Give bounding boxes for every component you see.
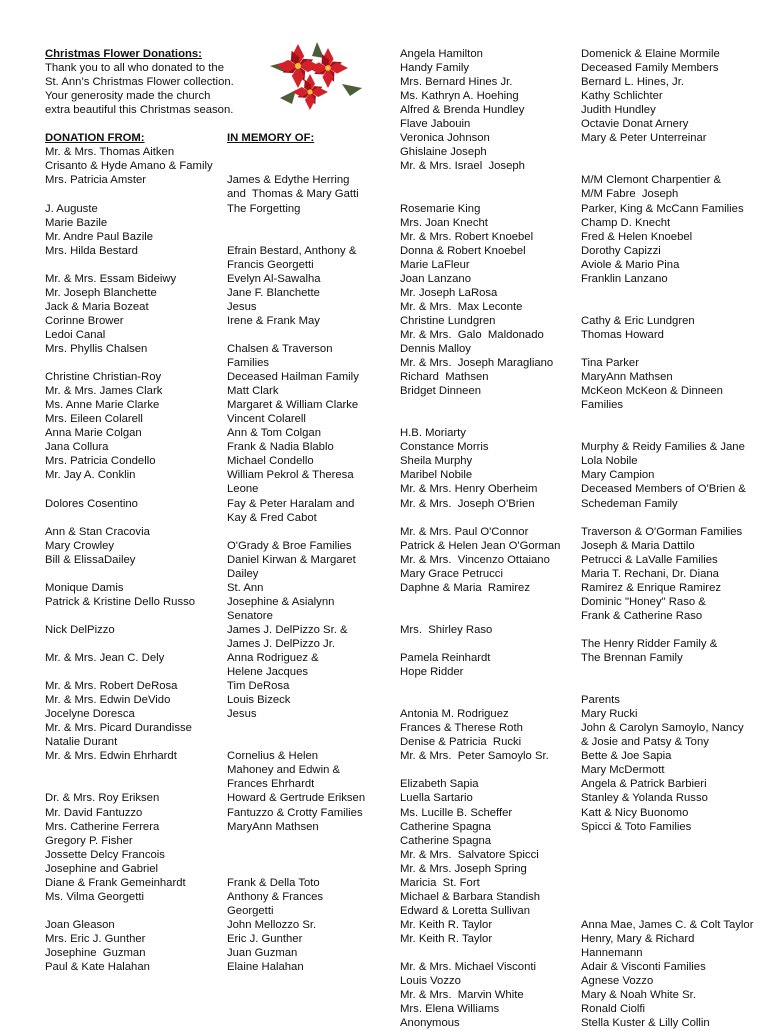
text-line: Stanley & Yolanda Russo (581, 792, 708, 805)
text-line: Natalie Durant (45, 736, 118, 749)
text-line: Bernard L. Hines, Jr. (581, 76, 684, 89)
donation-from-column (45, 47, 234, 974)
text-line: Catherine Spagna (400, 820, 492, 833)
text-line: H.B. Moriarty (400, 427, 466, 440)
text-line: extra beautiful this Christmas season. (45, 104, 234, 117)
text-line: MaryAnn Mathsen (581, 371, 673, 384)
text-line: Mr. & Mrs. Paul O'Connor (400, 525, 529, 538)
text-line: Michael Condello (227, 455, 314, 468)
text-line: Chalsen & Traverson (227, 342, 333, 355)
text-line: Christine Christian-Roy (45, 371, 162, 384)
text-line: Fay & Peter Haralam and (227, 497, 355, 510)
text-line: Christine Lundgren (400, 314, 496, 327)
text-line: Mr. & Mrs. Robert Knoebel (400, 230, 534, 243)
text-line: Mr. & Mrs. Galo Maldonado (400, 328, 544, 341)
text-line: Pamela Reinhardt (400, 652, 491, 665)
text-line: Jane F. Blanchette (227, 286, 320, 299)
blank-line (581, 300, 761, 314)
text-line: Hannemann (581, 947, 643, 959)
text-line: Nick DelPizzo (45, 623, 115, 636)
text-line: Georgetti (227, 904, 274, 917)
text-line: Monique Damis (45, 581, 124, 594)
text-line: Bette & Joe Sapia (581, 750, 672, 763)
text-line: Frank & Catherine Raso (581, 609, 703, 622)
text-line: Mr. & Mrs. Robert DeRosa (45, 680, 178, 693)
blank-line (400, 679, 578, 693)
blank-line (45, 763, 225, 777)
text-line: Mr. & Mrs. Thomas Aitken (45, 146, 175, 159)
text-line: James & Edythe Herring (227, 174, 350, 187)
blank-line (581, 412, 761, 426)
blank-line (400, 173, 578, 187)
text-line: Jack & Maria Bozeat (45, 300, 149, 313)
text-line: Rosemarie King (400, 202, 481, 215)
text-line: Deceased Family Members (581, 62, 719, 75)
text-line: Mr. & Mrs. Joseph Spring (400, 862, 527, 875)
text-line: Bill & ElissaDailey (45, 553, 136, 566)
text-line: Mr. & Mrs. Max Leconte (400, 300, 523, 313)
text-line: Mr. & Mrs. Edwin DeVido (45, 694, 171, 707)
blank-line (581, 623, 761, 637)
text-line: Mary McDermott (581, 764, 665, 777)
text-line: Families (581, 399, 624, 412)
text-line: Louis Bizeck (227, 694, 291, 707)
text-line: Angela & Patrick Barbieri (581, 778, 707, 791)
text-line: Mr. Andre Paul Bazile (45, 230, 154, 243)
text-line: Antonia M. Rodriguez (400, 708, 509, 721)
blank-line (45, 777, 225, 791)
text-line: McKeon McKeon & Dinneen (581, 385, 723, 398)
text-line: Crisanto & Hyde Amano & Family (45, 160, 213, 173)
blank-line (227, 159, 392, 173)
text-line: Deceased Hailman Family (227, 371, 359, 384)
text-line: Mrs. Elena Williams (400, 1003, 500, 1016)
text-line: Champ D. Knecht (581, 216, 671, 229)
text-line: Thank you to all who donated to the (45, 62, 224, 75)
blank-line (227, 216, 392, 230)
text-line: Mary Rucki (581, 708, 638, 721)
text-line: Families (227, 357, 270, 370)
blank-line (581, 904, 761, 918)
blank-line (227, 834, 392, 848)
text-line: James J. DelPizzo Jr. (227, 637, 335, 650)
text-line: Daphne & Maria Ramirez (400, 581, 530, 594)
text-line: Mrs. Joan Knecht (400, 216, 488, 229)
blank-line (581, 862, 761, 876)
text-line: Alfred & Brenda Hundley (400, 104, 525, 117)
blank-line (400, 511, 578, 525)
text-line: Jesus (227, 708, 257, 721)
text-line: M/M Clemont Charpentier & (581, 174, 722, 187)
donation-from-column-2 (400, 47, 578, 1030)
text-line: Parker, King & McCann Families (581, 202, 744, 215)
text-line: Traverson & O'Gorman Families (581, 525, 743, 538)
text-line: Ms. Kathryn A. Hoehing (400, 90, 519, 103)
text-line: M/M Fabre Joseph (581, 188, 679, 201)
blank-line (400, 946, 578, 960)
blank-line (45, 904, 225, 918)
text-line: Joseph & Maria Dattilo (581, 539, 695, 552)
blank-line (400, 398, 578, 412)
text-line: Mr. Keith R. Taylor (400, 918, 493, 931)
text-line: Cathy & Eric Lundgren (581, 314, 695, 327)
text-line: Hope Ridder (400, 666, 464, 679)
text-line: Deceased Members of O'Brien & (581, 483, 746, 496)
text-line: Senatore (227, 609, 273, 622)
text-line: Mr. & Mrs. Essam Bideiwy (45, 272, 177, 285)
text-line: Tim DeRosa (227, 680, 290, 693)
text-line: Mr. & Mrs. Edwin Ehrhardt (45, 750, 177, 763)
text-line: Maria T. Rechani, Dr. Diana (581, 567, 719, 580)
text-line: Patrick & Helen Jean O'Gorman (400, 539, 561, 552)
text-line: Mrs. Patricia Amster (45, 174, 147, 187)
text-line: Daniel Kirwan & Margaret (227, 553, 356, 566)
text-line: Lola Nobile (581, 455, 638, 468)
text-line: Ms. Lucille B. Scheffer (400, 806, 513, 819)
text-line: Mr. & Mrs. Peter Samoylo Sr. (400, 750, 549, 763)
text-line: Mr. David Fantuzzo (45, 806, 143, 819)
text-line: Frances & Therese Roth (400, 722, 523, 735)
blank-line (227, 735, 392, 749)
blank-line (581, 848, 761, 862)
text-line: Mary & Peter Unterreinar (581, 132, 707, 145)
text-line: Paul & Kate Halahan (45, 961, 150, 974)
text-line: Mr. & Mrs. Joseph O'Brien (400, 497, 535, 510)
text-line: Mr. & Mrs. Israel Joseph (400, 160, 525, 173)
text-line: Frank & Nadia Blablo (227, 441, 334, 454)
text-line: Mary & Noah White Sr. (581, 989, 696, 1002)
text-line: MaryAnn Mathsen (227, 820, 319, 833)
text-line: Dolores Cosentino (45, 497, 138, 510)
text-line: Dennis Malloy (400, 342, 471, 355)
text-line: Dr. & Mrs. Roy Eriksen (45, 792, 160, 805)
text-line: Ghislaine Joseph (400, 146, 487, 159)
text-line: Mahoney and Edwin & (227, 764, 341, 777)
text-line: Ms. Anne Marie Clarke (45, 399, 160, 412)
text-line: Frances Ehrhardt (227, 778, 315, 791)
text-line: Domenick & Elaine Mormile (581, 48, 720, 60)
text-line: Anna Marie Colgan (45, 427, 142, 440)
text-line: The Forgetting (227, 202, 301, 215)
text-line: Margaret & William Clarke (227, 399, 359, 412)
text-line: Ann & Stan Cracovia (45, 525, 150, 538)
text-line: Luella Sartario (400, 792, 473, 805)
text-line: Helene Jacques (227, 666, 309, 679)
text-line: John Mellozzo Sr. (227, 918, 317, 931)
text-line: Mr. Keith R. Taylor (400, 932, 493, 945)
blank-line (227, 230, 392, 244)
blank-line (581, 286, 761, 300)
text-line: Marie Bazile (45, 216, 108, 229)
text-line: Louis Vozzo (400, 975, 461, 988)
text-line: Mr. & Mrs. Marvin White (400, 989, 524, 1002)
text-line: O'Grady & Broe Families (227, 539, 352, 552)
text-line: Jesus (227, 300, 257, 313)
text-line: Jossette Delcy Francois (45, 848, 165, 861)
text-line: Ledoi Canal (45, 328, 106, 341)
text-line: Marie LaFleur (400, 258, 470, 271)
text-line: Anthony & Frances (227, 890, 324, 903)
text-line: The Henry Ridder Family & (581, 637, 718, 650)
text-line: Josephine & Asialynn (227, 595, 335, 608)
blank-line (45, 511, 225, 525)
blank-line (45, 609, 225, 623)
text-line: The Brennan Family (581, 652, 683, 665)
text-line: Mary Campion (581, 469, 655, 482)
blank-line (581, 159, 761, 173)
blank-line (45, 117, 225, 131)
text-line: Dominic "Honey" Raso & (581, 595, 706, 608)
text-line: Bridget Dinneen (400, 385, 482, 398)
blank-line (581, 834, 761, 848)
text-line: Judith Hundley (581, 104, 656, 117)
text-line: Edward & Loretta Sullivan (400, 904, 530, 917)
text-line: Handy Family (400, 62, 470, 75)
text-line: Maricia St. Fort (400, 876, 480, 889)
text-line: Mr. Joseph Blanchette (45, 286, 157, 299)
text-line: St. Ann’s Christmas Flower collection. (45, 76, 234, 89)
text-line: Mr. & Mrs. Michael Visconti (400, 961, 537, 974)
text-line: Elaine Halahan (227, 961, 304, 974)
text-line: Josephine and Gabriel (45, 862, 159, 875)
text-line: Schedeman Family (581, 497, 678, 510)
blank-line (581, 679, 761, 693)
text-line: Kay & Fred Cabot (227, 511, 317, 524)
in-memory-of-column (227, 47, 392, 974)
text-line: Elizabeth Sapia (400, 778, 479, 791)
text-line: Jocelyne Doresca (45, 708, 135, 721)
blank-line (581, 665, 761, 679)
text-line: Frank & Della Toto (227, 876, 320, 889)
in-memory-of-column-2 (581, 47, 761, 1030)
blank-line (45, 356, 225, 370)
text-line: Spicci & Toto Families (581, 820, 692, 833)
text-line: John & Carolyn Samoylo, Nancy (581, 722, 744, 735)
blank-line (581, 426, 761, 440)
blank-line (400, 187, 578, 201)
text-line: Mr. & Mrs. Vincenzo Ottaiano (400, 553, 550, 566)
text-line: Maribel Nobile (400, 469, 473, 482)
text-line: William Pekrol & Theresa (227, 469, 354, 482)
text-line: Francis Georgetti (227, 258, 314, 271)
blank-line (581, 890, 761, 904)
text-line: Your generosity made the church (45, 90, 211, 103)
text-line: Ronald Ciolfi (581, 1003, 646, 1016)
text-line: Mrs. Eric J. Gunther (45, 932, 146, 945)
text-line: Mrs. Catherine Ferrera (45, 820, 160, 833)
blank-line (227, 848, 392, 862)
text-line: James J. DelPizzo Sr. & (227, 623, 348, 636)
blank-line (581, 145, 761, 159)
blank-line (227, 862, 392, 876)
blank-line (400, 412, 578, 426)
text-line: Mary Grace Petrucci (400, 567, 503, 580)
blank-line (45, 567, 225, 581)
text-line: Donna & Robert Knoebel (400, 244, 526, 257)
text-line: Dailey (227, 567, 259, 580)
text-line: Anna Mae, James C. & Colt Taylor (581, 918, 754, 931)
text-line: Fantuzzo & Crotty Families (227, 806, 363, 819)
text-line: Mr. & Mrs. James Clark (45, 385, 163, 398)
text-line: Irene & Frank May (227, 314, 320, 327)
text-line: Mrs. Patricia Condello (45, 455, 156, 468)
text-line: Mr. & Mrs. Picard Durandisse (45, 722, 192, 735)
text-line: Mrs. Phyllis Chalsen (45, 342, 148, 355)
blank-line (45, 665, 225, 679)
text-line: Flave Jabouin (400, 118, 471, 131)
text-line: Vincent Colarell (227, 413, 306, 426)
blank-line (227, 721, 392, 735)
text-line: Murphy & Reidy Families & Jane (581, 441, 745, 454)
text-line: Michael & Barbara Standish (400, 890, 541, 903)
text-line: Juan Guzman (227, 947, 298, 959)
text-line: Richard Mathsen (400, 371, 489, 384)
blank-line (400, 609, 578, 623)
text-line: Stella Kuster & Lilly Collin (581, 1017, 710, 1030)
text-line: Diane & Frank Gemeinhardt (45, 876, 186, 889)
text-line: Constance Morris (400, 441, 489, 454)
text-line: Agnese Vozzo (581, 975, 654, 988)
blank-line (45, 482, 225, 496)
blank-line (400, 693, 578, 707)
blank-line (45, 637, 225, 651)
text-line: Mrs. Eileen Colarell (45, 413, 143, 426)
text-line: Tina Parker (581, 357, 639, 370)
text-line: Katt & Nicy Buonomo (581, 806, 689, 819)
text-line: Eric J. Gunther (227, 932, 303, 945)
text-line: Joan Lanzano (400, 272, 471, 285)
text-line: Ann & Tom Colgan (227, 427, 321, 440)
text-line: Gregory P. Fisher (45, 834, 133, 847)
text-line: Joan Gleason (45, 918, 115, 931)
blank-line (581, 342, 761, 356)
blank-line (400, 763, 578, 777)
text-line: Mrs. Bernard Hines Jr. (400, 76, 513, 89)
blank-line (227, 525, 392, 539)
text-line: Aviole & Mario Pina (581, 258, 680, 271)
text-line: Evelyn Al-Sawalha (227, 272, 321, 285)
blank-line (400, 595, 578, 609)
text-line: Mr. & Mrs. Jean C. Dely (45, 652, 165, 665)
text-line: Octavie Donat Arnery (581, 118, 689, 131)
text-line: Petrucci & LaValle Families (581, 553, 718, 566)
text-line: Franklin Lanzano (581, 272, 668, 285)
text-line: Veronica Johnson (400, 132, 490, 145)
blank-line (45, 258, 225, 272)
text-line: Angela Hamilton (400, 48, 483, 60)
text-line: Adair & Visconti Families (581, 961, 706, 974)
text-line: J. Auguste (45, 202, 98, 215)
text-line: Anna Rodriguez & (227, 652, 319, 665)
text-line: Mr. Jay A. Conklin (45, 469, 136, 482)
text-line: Mary Crowley (45, 539, 115, 552)
text-line: Josephine Guzman (45, 947, 146, 959)
text-line: and Thomas & Mary Gatti (227, 188, 359, 201)
text-line: Howard & Gertrude Eriksen (227, 792, 366, 805)
blank-line (227, 328, 392, 342)
text-line: Mrs. Shirley Raso (400, 623, 493, 636)
text-line: Christmas Flower Donations: (45, 48, 202, 60)
text-line: Mr. Joseph LaRosa (400, 286, 498, 299)
blank-line (581, 511, 761, 525)
text-line: Kathy Schlichter (581, 90, 663, 103)
blank-line (227, 145, 392, 159)
text-line: Leone (227, 483, 259, 496)
text-line: Thomas Howard (581, 328, 664, 341)
text-line: Mr. & Mrs. Henry Oberheim (400, 483, 538, 496)
text-line: Mr. & Mrs. Salvatore Spicci (400, 848, 539, 861)
text-line: IN MEMORY OF: (227, 132, 315, 145)
text-line: DONATION FROM: (45, 132, 145, 145)
text-line: Corinne Brower (45, 314, 124, 327)
text-line: Dorothy Capizzi (581, 244, 661, 257)
blank-line (227, 117, 392, 131)
blank-line (581, 876, 761, 890)
text-line: Ramirez & Enrique Ramirez (581, 581, 721, 594)
text-line: & Josie and Patsy & Tony (581, 736, 709, 749)
text-line: Anonymous (400, 1017, 460, 1030)
text-line: Efrain Bestard, Anthony & (227, 244, 357, 257)
text-line: Ms. Vilma Georgetti (45, 890, 144, 903)
poinsettia-icon (262, 40, 370, 114)
blank-line (400, 637, 578, 651)
text-line: Denise & Patricia Rucki (400, 736, 522, 749)
text-line: Parents (581, 694, 620, 707)
text-line: Matt Clark (227, 385, 279, 398)
text-line: Fred & Helen Knoebel (581, 230, 693, 243)
text-line: Mr. & Mrs. Joseph Maragliano (400, 357, 554, 370)
text-line: Patrick & Kristine Dello Russo (45, 595, 196, 608)
text-line: Henry, Mary & Richard (581, 932, 695, 945)
text-line: Cornelius & Helen (227, 750, 319, 763)
text-line: Mrs. Hilda Bestard (45, 244, 138, 257)
text-line: Jana Collura (45, 441, 109, 454)
text-line: St. Ann (227, 581, 264, 594)
text-line: Sheila Murphy (400, 455, 473, 468)
blank-line (45, 187, 225, 201)
text-line: Catherine Spagna (400, 834, 492, 847)
